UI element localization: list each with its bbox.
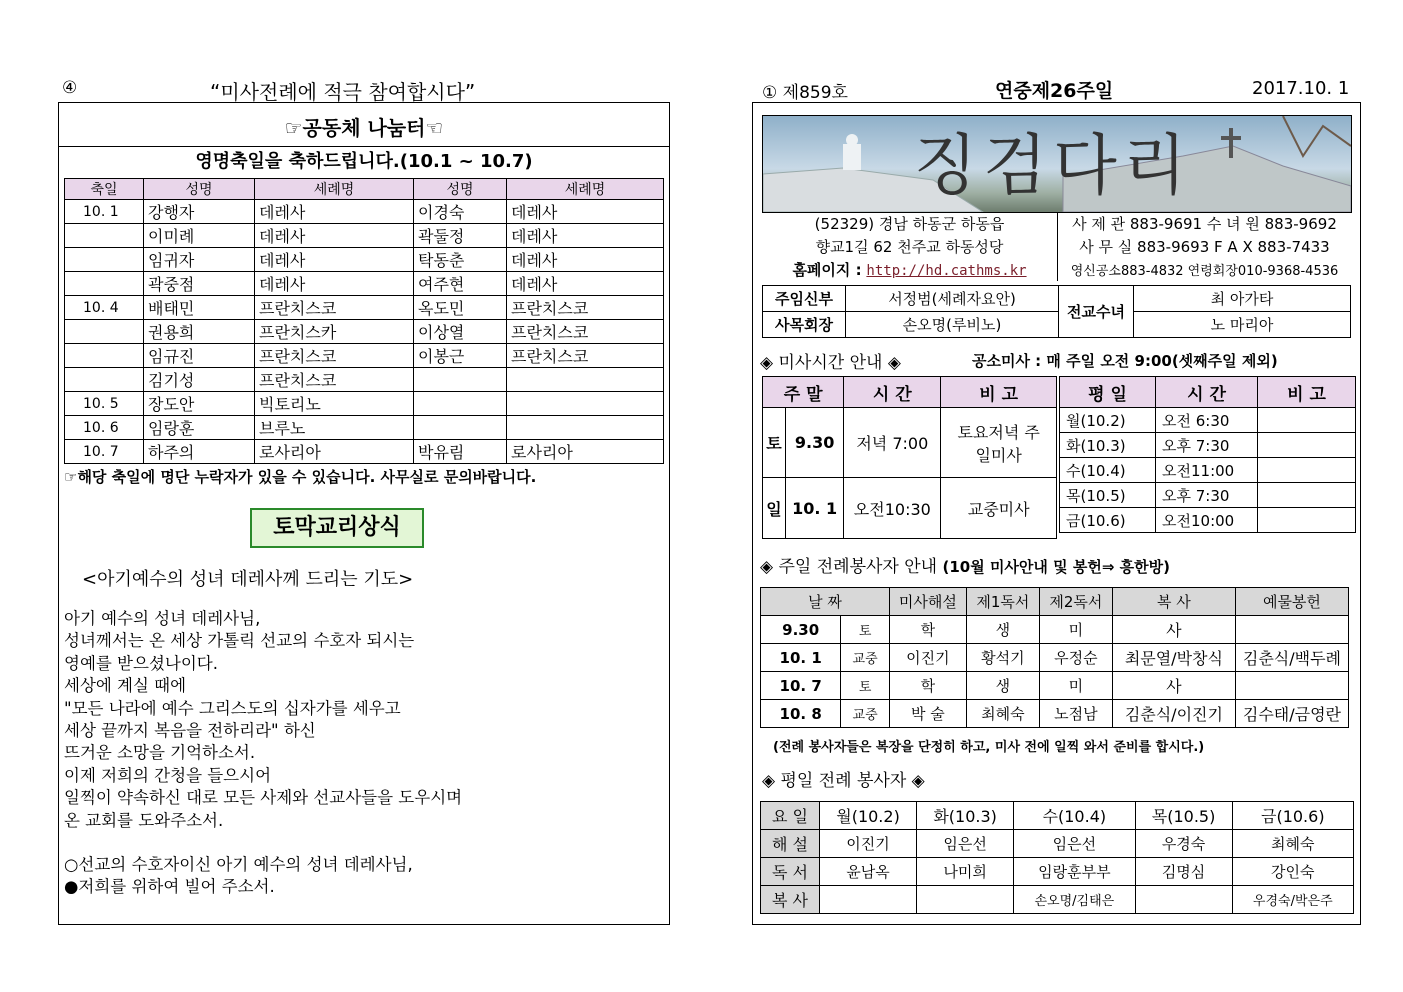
table-cell: 데레사: [255, 272, 414, 296]
column-header: 미사해설: [889, 588, 966, 616]
table-cell: 프란치스카: [255, 320, 414, 344]
table-cell: [1258, 508, 1356, 533]
prayer-line: 성녀께서는 온 세상 가톨릭 선교의 수호자 되시는: [64, 631, 415, 651]
table-cell: 임은선: [917, 830, 1014, 858]
table-cell: 수(10.4): [1060, 458, 1156, 483]
feast-table-body: [65, 200, 664, 464]
table-cell: [1235, 616, 1348, 644]
table-row: [65, 272, 664, 296]
column-header: 금(10.6): [1232, 802, 1353, 830]
feast-date-cell: 10. 4: [65, 296, 144, 320]
table-cell: 미: [1039, 616, 1112, 644]
phone-line: 영신공소883-4832 연령회장010-9368-4536: [1070, 264, 1339, 279]
column-header: 시 간: [1156, 377, 1258, 408]
table-cell: 최혜숙: [1232, 830, 1353, 858]
masthead-banner: [762, 115, 1352, 213]
table-cell: 이진기: [889, 644, 966, 672]
table-cell: 오전 6:30: [1156, 408, 1258, 433]
table-row: [1060, 483, 1356, 508]
table-row: [1060, 458, 1356, 483]
table-cell: [1258, 483, 1356, 508]
table-cell: 임규진: [144, 344, 255, 368]
table-cell: [414, 392, 507, 416]
prayer-line: 뜨거운 소망을 기억하소서.: [64, 743, 256, 763]
column-header: 화(10.3): [917, 802, 1014, 830]
mass-schedule-heading: ◈ 미사시간 안내 ◈: [760, 353, 901, 373]
slogan: “미사전례에 적극 참여합시다”: [210, 80, 476, 104]
column-header: 주 말: [763, 377, 844, 408]
table-cell: 김춘식/이진기: [1112, 700, 1235, 728]
sunday-servers-body: [761, 616, 1349, 728]
table-cell: 프란치스코: [255, 296, 414, 320]
table-row: [65, 200, 664, 224]
prayer-line: 일찍이 약속하신 대로 모든 사제와 선교사들을 도우시며: [64, 788, 463, 808]
table-cell: 최혜숙: [966, 700, 1039, 728]
table-cell: 사: [1112, 616, 1235, 644]
prayer-line: ●저희를 위하여 빌어 주소서.: [64, 877, 275, 897]
table-row: [65, 392, 664, 416]
prayer-line: 세상 끝까지 복음을 전하리라" 하신: [64, 721, 316, 741]
table-cell: 이상열: [414, 320, 507, 344]
row-label: 요 일: [761, 802, 820, 830]
table-row: [1060, 433, 1356, 458]
row-label: 복 사: [761, 886, 820, 914]
catechism-badge: 토막교리상식: [250, 508, 424, 548]
feast-title: 영명축일을 축하드립니다.(10.1 ~ 10.7): [195, 151, 533, 172]
table-cell: [820, 886, 917, 914]
table-row: [65, 320, 664, 344]
table-cell: 하주의: [144, 440, 255, 464]
table-cell: 월(10.2): [1060, 408, 1156, 433]
council-name: 손오명(루비노): [846, 312, 1059, 338]
column-header: 제2독서: [1039, 588, 1112, 616]
prayer-line: 세상에 계실 때에: [64, 676, 187, 696]
table-cell: [917, 886, 1014, 914]
table-cell: 프란치스코: [255, 368, 414, 392]
table-cell: 김춘식/백두례: [1235, 644, 1348, 672]
day-cell: 일: [763, 478, 786, 539]
table-cell: 브루노: [255, 416, 414, 440]
table-cell: 강인숙: [1232, 858, 1353, 886]
date-cell: 9.30: [786, 408, 844, 478]
column-header: 예물봉헌: [1235, 588, 1348, 616]
table-cell: [414, 368, 507, 392]
column-header: 월(10.2): [820, 802, 917, 830]
homepage-label: 홈페이지 :: [792, 261, 862, 279]
table-cell: 생: [966, 616, 1039, 644]
feast-date-cell: [65, 320, 144, 344]
prayer-title: <아기예수의 성녀 데레사께 드리는 기도>: [82, 569, 414, 590]
table-cell: 10. 7: [761, 672, 841, 700]
table-row: [761, 672, 1349, 700]
table-cell: 오전11:00: [1156, 458, 1258, 483]
table-cell: 생: [966, 672, 1039, 700]
weekday-mass-table: [1059, 376, 1356, 533]
table-row: [761, 616, 1349, 644]
masthead-title: 징검다리: [913, 127, 1193, 204]
table-cell: 여주현: [414, 272, 507, 296]
sister-name: 노 마리아: [1134, 312, 1351, 338]
table-cell: 빅토리노: [255, 392, 414, 416]
liturgical-week: 연중제26주일: [995, 80, 1114, 102]
column-header: 복 사: [1112, 588, 1235, 616]
table-cell: 김수태/금영란: [1235, 700, 1348, 728]
table-cell: [1258, 433, 1356, 458]
feast-date-cell: [65, 344, 144, 368]
table-cell: 오전10:00: [1156, 508, 1258, 533]
table-cell: [507, 368, 664, 392]
feast-date-cell: 10. 7: [65, 440, 144, 464]
sunday-servers-title: ◈ 주일 전례봉사자 안내: [760, 557, 938, 577]
column-header: 수(10.4): [1014, 802, 1135, 830]
row-label: 독 서: [761, 858, 820, 886]
column-header: 목(10.5): [1135, 802, 1232, 830]
table-cell: [1258, 458, 1356, 483]
table-row: [65, 416, 664, 440]
table-cell: 교중: [841, 644, 890, 672]
table-cell: 김기성: [144, 368, 255, 392]
table-cell: 교중: [841, 700, 890, 728]
table-cell: 미: [1039, 672, 1112, 700]
column-header: 성명: [414, 179, 507, 200]
table-row: [65, 248, 664, 272]
table-cell: 데레사: [255, 224, 414, 248]
table-cell: 데레사: [507, 224, 664, 248]
feast-date-cell: 10. 5: [65, 392, 144, 416]
table-cell: 권용희: [144, 320, 255, 344]
column-header: 시 간: [844, 377, 941, 408]
feast-date-cell: [65, 248, 144, 272]
weekday-mass-body: [1060, 408, 1356, 533]
table-cell: 옥도민: [414, 296, 507, 320]
column-header: 평 일: [1060, 377, 1156, 408]
table-cell: 로사리아: [255, 440, 414, 464]
table-cell: 화(10.3): [1060, 433, 1156, 458]
note-cell: 교중미사: [941, 478, 1057, 539]
table-cell: [414, 416, 507, 440]
column-header: 비 고: [941, 377, 1057, 408]
mission-mass-note: 공소미사 : 매 주일 오전 9:00(셋째주일 제외): [972, 352, 1278, 370]
table-cell: 황석기: [966, 644, 1039, 672]
table-cell: 김명심: [1135, 858, 1232, 886]
table-cell: 박유림: [414, 440, 507, 464]
row-label: 해 설: [761, 830, 820, 858]
table-row: [65, 440, 664, 464]
table-cell: 데레사: [255, 248, 414, 272]
table-cell: 탁동춘: [414, 248, 507, 272]
table-row: [65, 224, 664, 248]
address-line: 향교1길 62 천주교 하동성당: [762, 235, 1058, 258]
table-cell: 나미희: [917, 858, 1014, 886]
table-cell: 프란치스코: [507, 296, 664, 320]
table-cell: 금(10.6): [1060, 508, 1156, 533]
prayer-line: ○선교의 수호자이신 아기 예수의 성녀 데레사님,: [64, 855, 413, 875]
table-cell: 우경숙/박은주: [1232, 886, 1353, 914]
feast-note: ☞해당 축일에 명단 누락자가 있을 수 있습니다. 사무실로 문의바랍니다.: [64, 468, 537, 486]
table-cell: 임랑훈부부: [1014, 858, 1135, 886]
staff-table: [762, 285, 1351, 338]
time-cell: 저녁 7:00: [844, 408, 941, 478]
table-cell: 박 술: [889, 700, 966, 728]
table-row: [761, 700, 1349, 728]
table-cell: 곽둘정: [414, 224, 507, 248]
table-row: [65, 344, 664, 368]
table-cell: 데레사: [507, 272, 664, 296]
date-cell: 10. 1: [786, 478, 844, 539]
table-cell: 배태민: [144, 296, 255, 320]
prayer-line: "모든 나라에 예수 그리스도의 십자가를 세우고: [64, 698, 401, 718]
column-header: 성명: [144, 179, 255, 200]
sister-name: 최 아가타: [1134, 286, 1351, 312]
table-cell: 최문열/박창식: [1112, 644, 1235, 672]
table-cell: 임랑훈: [144, 416, 255, 440]
weekday-servers-table: [760, 801, 1354, 914]
column-header: 날 짜: [761, 588, 890, 616]
table-cell: 데레사: [507, 248, 664, 272]
table-row: [761, 886, 1354, 914]
table-cell: [507, 392, 664, 416]
feast-date-cell: [65, 224, 144, 248]
page-number: ④: [62, 78, 78, 98]
table-cell: 오후 7:30: [1156, 433, 1258, 458]
table-row: [65, 296, 664, 320]
day-cell: 토: [763, 408, 786, 478]
table-cell: [1135, 886, 1232, 914]
table-cell: 데레사: [507, 200, 664, 224]
issue-date: 2017.10. 1: [1252, 78, 1350, 99]
table-cell: 이경숙: [414, 200, 507, 224]
prayer-text: [64, 608, 462, 899]
table-cell: 학: [889, 616, 966, 644]
column-header: 비 고: [1258, 377, 1356, 408]
table-cell: 이미례: [144, 224, 255, 248]
feast-date-cell: [65, 368, 144, 392]
table-row: [1060, 508, 1356, 533]
column-header: 축일: [65, 179, 144, 200]
table-cell: 로사리아: [507, 440, 664, 464]
table-cell: 노점남: [1039, 700, 1112, 728]
table-cell: 프란치스코: [255, 344, 414, 368]
table-cell: 프란치스코: [507, 320, 664, 344]
pastor-name: 서정범(세례자요안): [846, 286, 1059, 312]
sister-label: 전교수녀: [1059, 286, 1134, 338]
sunday-servers-table: [760, 587, 1349, 728]
issue-number: ① 제859호: [762, 83, 848, 103]
weekday-servers-body: [761, 802, 1354, 914]
phone-line: 사 제 관 883-9691 수 녀 원 883-9692: [1072, 215, 1337, 233]
weekend-mass-table: [762, 376, 1057, 539]
table-cell: 강행자: [144, 200, 255, 224]
prayer-line: 영예를 받으셨나이다.: [64, 653, 218, 673]
table-cell: 10. 8: [761, 700, 841, 728]
table-cell: 데레사: [255, 200, 414, 224]
feast-table: [64, 178, 664, 464]
feast-date-cell: [65, 272, 144, 296]
time-cell: 오전10:30: [844, 478, 941, 539]
table-cell: 프란치스코: [507, 344, 664, 368]
parish-info: [762, 212, 1351, 281]
note-cell: 토요저녁 주일미사: [941, 408, 1057, 478]
table-cell: 장도안: [144, 392, 255, 416]
address-line: (52329) 경남 하동군 하동읍: [762, 212, 1058, 235]
table-cell: [507, 416, 664, 440]
column-header: 세례명: [507, 179, 664, 200]
sunday-servers-heading: [760, 552, 1170, 577]
table-cell: 토: [841, 672, 890, 700]
prayer-line: 아기 예수의 성녀 데레사님,: [64, 609, 261, 628]
table-cell: 우경숙: [1135, 830, 1232, 858]
prayer-line: [64, 832, 462, 854]
table-row: [1060, 408, 1356, 433]
table-cell: 이진기: [820, 830, 917, 858]
table-cell: 곽중점: [144, 272, 255, 296]
weekday-servers-heading: ◈ 평일 전례 봉사자 ◈: [762, 771, 925, 791]
table-cell: [1258, 408, 1356, 433]
table-cell: 사: [1112, 672, 1235, 700]
table-cell: 오후 7:30: [1156, 483, 1258, 508]
table-cell: 목(10.5): [1060, 483, 1156, 508]
table-row: [761, 644, 1349, 672]
table-cell: 10. 1: [761, 644, 841, 672]
phone-line: 사 무 실 883-9693 F A X 883-7433: [1079, 238, 1330, 256]
table-cell: 임귀자: [144, 248, 255, 272]
table-cell: 임은선: [1014, 830, 1135, 858]
homepage: [762, 258, 1058, 281]
table-cell: 9.30: [761, 616, 841, 644]
server-note: (전례 봉사자들은 복장을 단정히 하고, 미사 전에 일찍 와서 준비를 합시다.): [773, 740, 1205, 755]
pastor-label: 주임신부: [763, 286, 846, 312]
sunday-servers-subtitle: (10월 미사안내 및 봉헌⇒ 흥한방): [942, 558, 1170, 576]
table-cell: [1235, 672, 1348, 700]
table-row: [65, 368, 664, 392]
table-cell: 학: [889, 672, 966, 700]
table-cell: 토: [841, 616, 890, 644]
table-cell: 윤남옥: [820, 858, 917, 886]
homepage-link[interactable]: http://hd.cathms.kr: [866, 263, 1027, 279]
prayer-line: 이제 저희의 간청을 들으시어: [64, 765, 272, 785]
table-cell: 우정순: [1039, 644, 1112, 672]
section-title: ☞공동체 나눔터☜: [284, 116, 444, 140]
table-cell: 이봉근: [414, 344, 507, 368]
table-cell: 손오명/김태은: [1014, 886, 1135, 914]
prayer-line: 온 교회를 도와주소서.: [64, 810, 224, 830]
council-label: 사목회장: [763, 312, 846, 338]
column-header: 세례명: [255, 179, 414, 200]
feast-date-cell: 10. 6: [65, 416, 144, 440]
table-row: [761, 830, 1354, 858]
table-row: [761, 858, 1354, 886]
column-header: 제1독서: [966, 588, 1039, 616]
table-row: [761, 802, 1354, 830]
feast-date-cell: 10. 1: [65, 200, 144, 224]
